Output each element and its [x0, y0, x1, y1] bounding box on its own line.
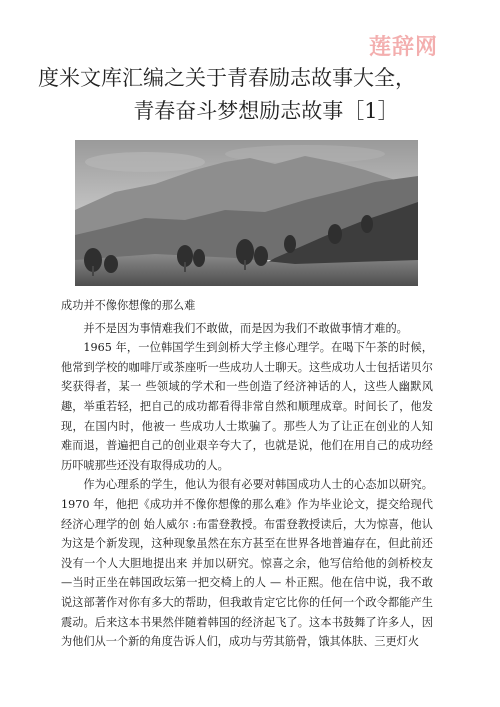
landscape-photo [75, 140, 418, 286]
paragraph-3: 作为心理系的学生，他认为很有必要对韩国成功人士的心态加以研究。 1970 年，他把《成功并不像你想像的那么难》作为毕业论文，提交给现代经济心理学的创 始人威尔 :布雷登教授。布雷登教授读后，大为惊喜，他认为这是个新发现，这种现象虽然在东方甚至在世界各地普遍存在，但此前还没有一个人大胆地提出来 并加以研究。惊喜之余，他写信给他的剑桥校友 —当时正坐在韩国政坛第一把交椅上的人 — 朴正熙。他在信中说，我不敢说这部著作对你有多大的帮助，但我敢肯定它比你的任何一个政令都能产生震动。后来这本书果然伴随着韩国的经济起飞了。这本书鼓舞了许多人，因为他们从一个新的角度告诉人们，成功与劳其筋骨，饿其体肤、三更灯火 [61, 478, 433, 649]
document-title [30, 62, 470, 128]
paragraph-1: 并不是因为事情难我们不敢做，而是因为我们不敢做事情才难的。 [83, 321, 408, 335]
watermark-logo: 莲辞网 [368, 35, 438, 60]
title-line-1: 度米文库汇编之关于青春励志故事大全， [38, 66, 416, 90]
paragraph-2: 1965 年，一位韩国学生到剑桥大学主修心理学。在喝下午茶的时候，他常到学校的咖啡厅或茶座听一些成功人士聊天。这些成功人士包括诺贝尔奖获得者，某一 些领域的学术和一些创造了经济神话的人，这些人幽默风趣，举重若轻，把自己的成功都看得非常自然和顺理成章。时间长了，他发现，在国内时，他被一 些成功人士欺骗了。那些人为了让正在创业的人知难而退，普遍把自己的创业艰辛夸大了，也就是说，他们在用自己的成功经历吓唬那些还没有取得成功的人。 [61, 341, 433, 472]
article-heading: 成功并不像你想像的那么难 [61, 299, 196, 312]
title-line-2: 青春奋斗梦想励志故事［1］ [133, 99, 399, 123]
article-body [61, 296, 433, 652]
